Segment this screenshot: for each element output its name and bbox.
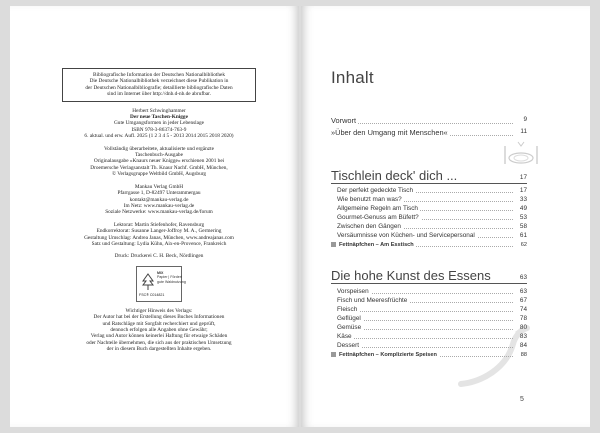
bib-line: Die Deutsche Nationalbibliothek verzeichnet diese Publikation in	[89, 78, 229, 85]
toc-entry-page: 61	[519, 232, 527, 239]
toc-entry-page: 53	[519, 214, 527, 221]
toc-entry-label: Der perfekt gedeckte Tisch	[337, 187, 414, 194]
section-rule	[331, 283, 527, 284]
notice-line: Der Autor hat bei der Erstellung dieses Buches Informationen	[93, 314, 225, 321]
notice-line: der in diesem Buch dargestellten Inhalte ergeben.	[106, 346, 212, 353]
edition-text: Vollständig überarbeitete, aktualisierte und ergänzte	[104, 145, 214, 152]
toc-entry-page: 62	[520, 242, 527, 248]
toc-entry-page: 83	[519, 333, 527, 340]
right-page	[301, 6, 590, 427]
square-bullet-icon	[331, 242, 336, 247]
imprint	[62, 68, 256, 359]
toc-entry-fettnaepfchen[interactable]	[331, 242, 527, 248]
credit-line: Endkorrektorat: Susanne Langer-Joffroy M. A., Germering	[96, 228, 222, 235]
section-heading-row[interactable]	[331, 268, 527, 284]
toc-entry-page: 80	[519, 324, 527, 331]
edition-text: Originalausgabe »Knaurs neuer Knigge« erschienen 2001 bei	[93, 158, 225, 165]
toc-entry[interactable]	[337, 187, 527, 194]
page-number: 5	[520, 396, 524, 403]
toc-entry[interactable]	[337, 297, 527, 304]
printer-line: Druck: Druckerei C. H. Beck, Nördlingen	[114, 253, 204, 260]
toc-entry-label: Allgemeine Regeln am Tisch	[337, 205, 418, 212]
fsc-text1: Papier | Fördert	[157, 275, 182, 280]
dot-leader	[337, 311, 513, 312]
fsc-code: FSC® C014821	[139, 293, 165, 298]
toc-entry[interactable]	[337, 324, 527, 331]
toc-entry[interactable]	[337, 342, 527, 349]
toc-entry-page: 33	[519, 196, 527, 203]
section-heading-page: 63	[519, 274, 527, 281]
bib-line: Bibliografische Information der Deutschen Nationalbibliothek	[92, 72, 226, 78]
fsc-label: MIX	[157, 270, 164, 275]
cutlery-icon	[501, 140, 541, 168]
book-title: Der neue Taschen-Knigge	[130, 114, 188, 121]
toc-entry-label: Fettnäpfchen – Am Esstisch	[339, 242, 414, 248]
isbn: ISBN 978-3-86374-763-9	[131, 126, 187, 133]
toc-entry-page: 74	[519, 306, 527, 313]
toc-entry-label: »Über den Umgang mit Menschen«	[331, 128, 448, 137]
publisher-line: Im Netz: www.mankau-verlag.de	[123, 202, 195, 209]
edition-text: Taschenbuch-Ausgabe	[135, 152, 183, 159]
book-subtitle: Gute Umgangsformen in jeder Lebenslage	[113, 120, 205, 127]
fsc-text	[157, 271, 186, 285]
toc-entry-label: Zwischen den Gängen	[337, 223, 401, 230]
toc-entry[interactable]	[337, 214, 527, 221]
toc-entry[interactable]	[337, 223, 527, 230]
credit-line: Lektorat: Martin Stiefenhofer, Ravensburg	[113, 221, 205, 228]
toc-entry[interactable]	[337, 288, 527, 295]
toc-entry[interactable]	[337, 306, 527, 313]
toc-entry-label: Dessert	[337, 342, 360, 349]
toc-entry-label: Versäumnisse von Küchen- und Servicepersonal	[337, 232, 475, 239]
edition-line: 6. aktual. und erw. Aufl. 2025 (1 2 3 4 5 - 2013 2014 2015 2018 2020)	[84, 133, 234, 140]
fsc-logo	[136, 266, 186, 302]
toc-entry-page: 88	[520, 352, 527, 358]
toc-entry-page: 63	[519, 288, 527, 295]
square-bullet-icon	[331, 352, 336, 357]
toc-entry-label: Fettnäpfchen – Komplizierte Speisen	[339, 352, 437, 358]
toc-entry-page: 58	[519, 223, 527, 230]
toc-entry-page: 49	[519, 205, 527, 212]
publisher-line: kontakt@mankau-verlag.de	[129, 196, 189, 203]
toc-entry-label: Geflügel	[337, 315, 361, 322]
toc-entry[interactable]	[337, 315, 527, 322]
dot-leader	[337, 329, 513, 330]
toc-entry[interactable]	[337, 232, 527, 239]
dot-leader	[337, 338, 513, 339]
section-heading-row[interactable]	[331, 168, 527, 184]
toc-entry-label: Fleisch	[337, 306, 358, 313]
toc-entry-page: 84	[519, 342, 527, 349]
toc-entry-label: Vorspeisen	[337, 288, 369, 295]
fett-label-wrap	[331, 352, 439, 358]
section-heading: Tischlein deck' dich ...	[331, 168, 458, 183]
credit-line: Satz und Gestaltung: Lydia Kühn, Aix-en-Provence, Frankreich	[91, 240, 227, 247]
publisher-line: Mankau Verlag GmbH	[134, 183, 184, 190]
section-heading-page: 17	[519, 174, 527, 181]
dot-leader	[337, 347, 513, 348]
edition-text: © Verlagsgruppe Weltbild GmbH, Augsburg	[111, 171, 207, 178]
toc-entry-fettnaepfchen[interactable]	[331, 352, 527, 358]
bib-line: sind im Internet über http://dnb.d-nb.de abrufbar.	[107, 91, 211, 98]
bibliographic-box	[62, 68, 256, 102]
publisher-line: Soziale Netzwerke: www.mankau-verlag.de/forum	[105, 209, 213, 216]
credit-line: Gestaltung Umschlag: Andrea Janas, München, www.andreajanas.com	[84, 234, 234, 241]
toc-entry-label: Wie benutzt man was?	[337, 196, 402, 203]
toc-entry[interactable]	[337, 205, 527, 212]
fett-label-wrap	[331, 242, 416, 248]
bib-line: der Deutschen Nationalbibliografie; detaillierte bibliografische Daten	[85, 84, 233, 91]
toc-entry-label: Käse	[337, 333, 352, 340]
toc-entry-label: Vorwort	[331, 116, 357, 125]
toc-entry-label: Gemüse	[337, 324, 362, 331]
section-rule	[331, 183, 527, 184]
toc-entry-label: Fisch und Meeresfrüchte	[337, 297, 408, 304]
edition-info	[62, 146, 256, 178]
printer	[62, 253, 256, 259]
toc-entry-page: 78	[519, 315, 527, 322]
publisher-info	[62, 184, 256, 216]
toc-title: Inhalt	[331, 68, 374, 87]
toc-entry[interactable]	[337, 333, 527, 340]
fsc-tree-icon	[141, 273, 155, 291]
book-info	[62, 108, 256, 140]
toc-entry[interactable]	[331, 116, 527, 125]
notice-line: dennoch erfolgen alle Angaben ohne Gewähr;	[110, 326, 208, 333]
toc-entry-page: 11	[520, 128, 527, 135]
fsc-text2: gute Waldnutzung	[157, 279, 186, 284]
toc-entry-page: 9	[523, 116, 527, 123]
toc-entry-page: 67	[519, 297, 527, 304]
publisher-line: Pfarrgasse 1, D-82497 Unterammergau	[117, 190, 201, 197]
toc-entry-label: Gourmet-Genuss am Büfett?	[337, 214, 419, 221]
credits	[62, 222, 256, 248]
section-heading: Die hohe Kunst des Essens	[331, 268, 491, 283]
edition-text: Droemersche Verlagsanstalt Th. Knaur Nachf. GmbH, München,	[90, 164, 228, 171]
author: Herbert Schwinghammer	[132, 107, 186, 114]
notice-line: Verlag und Autor können keinerlei Haftung für etwaige Schäden	[90, 333, 228, 340]
toc-entry-page: 17	[519, 187, 527, 194]
notice-line: oder Nachteile übernehmen, die sich aus der praktischen Umsetzung	[86, 339, 232, 346]
dot-leader	[331, 123, 513, 124]
left-page	[10, 6, 299, 427]
dot-leader	[337, 320, 513, 321]
notice-line: und Ratschläge mit Sorgfalt recherchiert und geprüft,	[102, 320, 216, 327]
publisher-notice	[62, 308, 256, 353]
toc-entry[interactable]	[331, 128, 527, 137]
toc-entry[interactable]	[337, 196, 527, 203]
notice-line: Wichtiger Hinweis des Verlags:	[125, 307, 193, 314]
